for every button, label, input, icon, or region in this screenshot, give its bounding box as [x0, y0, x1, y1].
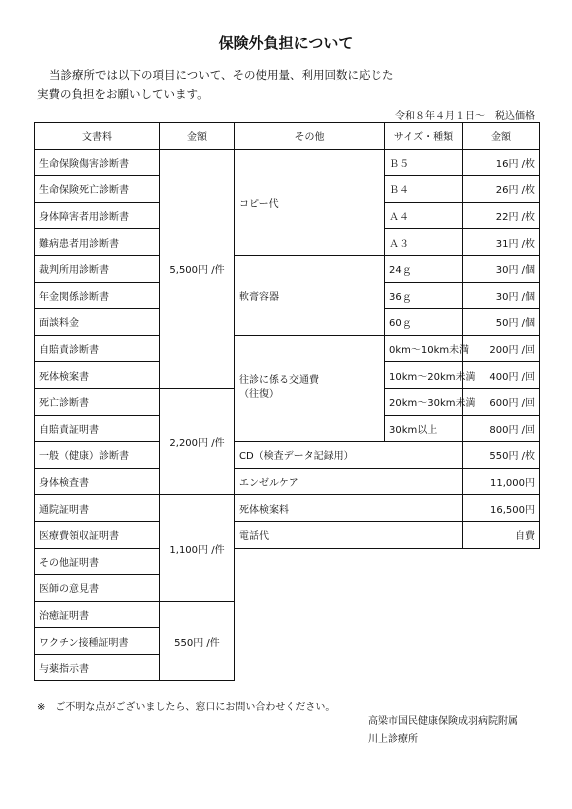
document-name: 与薬指示書 — [35, 654, 160, 681]
item-size: 10km～20km未満 — [385, 362, 463, 389]
item-price: 30円 /個 — [463, 255, 540, 282]
misc-price: 自費 — [463, 521, 540, 548]
misc-label: CD（検査データ記録用） — [235, 442, 463, 469]
misc-price: 16,500円 — [463, 495, 540, 522]
table-row — [35, 654, 540, 681]
intro-paragraph — [37, 66, 547, 104]
document-name: ワクチン接種証明書 — [35, 628, 160, 655]
header-amount: 金額 — [160, 123, 235, 150]
table-row — [35, 521, 540, 548]
document-name: 面談料金 — [35, 309, 160, 336]
item-size: Ａ３ — [385, 229, 463, 256]
travel-label-line-2: （往復） — [239, 389, 279, 401]
item-price: 16円 /枚 — [463, 149, 540, 176]
other-group-ointment: 軟膏容器 — [235, 255, 385, 335]
item-price: 400円 /回 — [463, 362, 540, 389]
item-price: 800円 /回 — [463, 415, 540, 442]
table-row — [35, 468, 540, 495]
item-size: 24ｇ — [385, 255, 463, 282]
intro-line-1: 当診療所では以下の項目について、その使用量、利用回数に応じた — [49, 68, 394, 82]
table-row — [35, 575, 540, 602]
item-size: 30km以上 — [385, 415, 463, 442]
misc-price: 11,000円 — [463, 468, 540, 495]
item-size: 0km～10km未満 — [385, 335, 463, 362]
document-name: 自賠責診断書 — [35, 335, 160, 362]
table-header-row — [35, 123, 540, 150]
misc-price: 550円 /枚 — [463, 442, 540, 469]
header-other: その他 — [235, 123, 385, 150]
fee-table — [34, 122, 540, 681]
clinic-name-line-2: 川上診療所 — [368, 734, 418, 745]
table-row — [35, 601, 540, 628]
misc-label: 死体検案料 — [235, 495, 463, 522]
document-name: 年金関係診断書 — [35, 282, 160, 309]
clinic-name-line-1: 高梁市国民健康保険成羽病院附属 — [368, 716, 518, 727]
document-name: 裁判所用診断書 — [35, 255, 160, 282]
other-group-copy: コピー代 — [235, 149, 385, 255]
item-size: Ａ４ — [385, 202, 463, 229]
document-name: 生命保険傷害診断書 — [35, 149, 160, 176]
document-fee: 5,500円 /件 — [160, 149, 235, 388]
item-price: 22円 /枚 — [463, 202, 540, 229]
item-size: Ｂ５ — [385, 149, 463, 176]
table-row — [35, 335, 540, 362]
page-title: 保険外負担について — [218, 34, 354, 52]
item-price: 200円 /回 — [463, 335, 540, 362]
document-name: 自賠責証明書 — [35, 415, 160, 442]
item-price: 30円 /個 — [463, 282, 540, 309]
table-row — [35, 495, 540, 522]
item-size: 20km～30km未満 — [385, 388, 463, 415]
document-name: 難病患者用診断書 — [35, 229, 160, 256]
document-name: 生命保険死亡診断書 — [35, 176, 160, 203]
header-size-type: サイズ・種類 — [385, 123, 463, 150]
document-name: 通院証明書 — [35, 495, 160, 522]
document-fee: 1,100円 /件 — [160, 495, 235, 601]
item-price: 600円 /回 — [463, 388, 540, 415]
item-price: 50円 /個 — [463, 309, 540, 336]
document-name: 死亡診断書 — [35, 388, 160, 415]
item-price: 26円 /枚 — [463, 176, 540, 203]
item-price: 31円 /枚 — [463, 229, 540, 256]
document-name: その他証明書 — [35, 548, 160, 575]
misc-label: エンゼルケア — [235, 468, 463, 495]
other-group-travel — [235, 335, 385, 441]
table-row — [35, 149, 540, 176]
document-fee: 2,200円 /件 — [160, 388, 235, 494]
header-amount: 金額 — [463, 123, 540, 150]
header-doc-fee: 文書料 — [35, 123, 160, 150]
intro-line-2: 実費の負担をお願いしています。 — [37, 87, 209, 101]
document-name: 身体障害者用診断書 — [35, 202, 160, 229]
document-name: 一般（健康）診断書 — [35, 442, 160, 469]
inquiry-note: ※ ご不明な点がございましたら、窓口にお問い合わせください。 — [37, 702, 336, 713]
table-row — [35, 548, 540, 575]
document-name: 医療費領収証明書 — [35, 521, 160, 548]
document-name: 身体検査書 — [35, 468, 160, 495]
document-fee: 550円 /件 — [160, 601, 235, 681]
table-row — [35, 628, 540, 655]
document-name: 治癒証明書 — [35, 601, 160, 628]
misc-label: 電話代 — [235, 521, 463, 548]
travel-label-line-1: 往診に係る交通費 — [239, 375, 319, 387]
item-size: 60ｇ — [385, 309, 463, 336]
document-name: 医師の意見書 — [35, 575, 160, 602]
table-row — [35, 255, 540, 282]
item-size: 36ｇ — [385, 282, 463, 309]
item-size: Ｂ４ — [385, 176, 463, 203]
clinic-name — [368, 713, 518, 749]
document-name: 死体検案書 — [35, 362, 160, 389]
table-row — [35, 442, 540, 469]
effective-date: 令和８年４月１日～ 税込価格 — [395, 111, 535, 122]
